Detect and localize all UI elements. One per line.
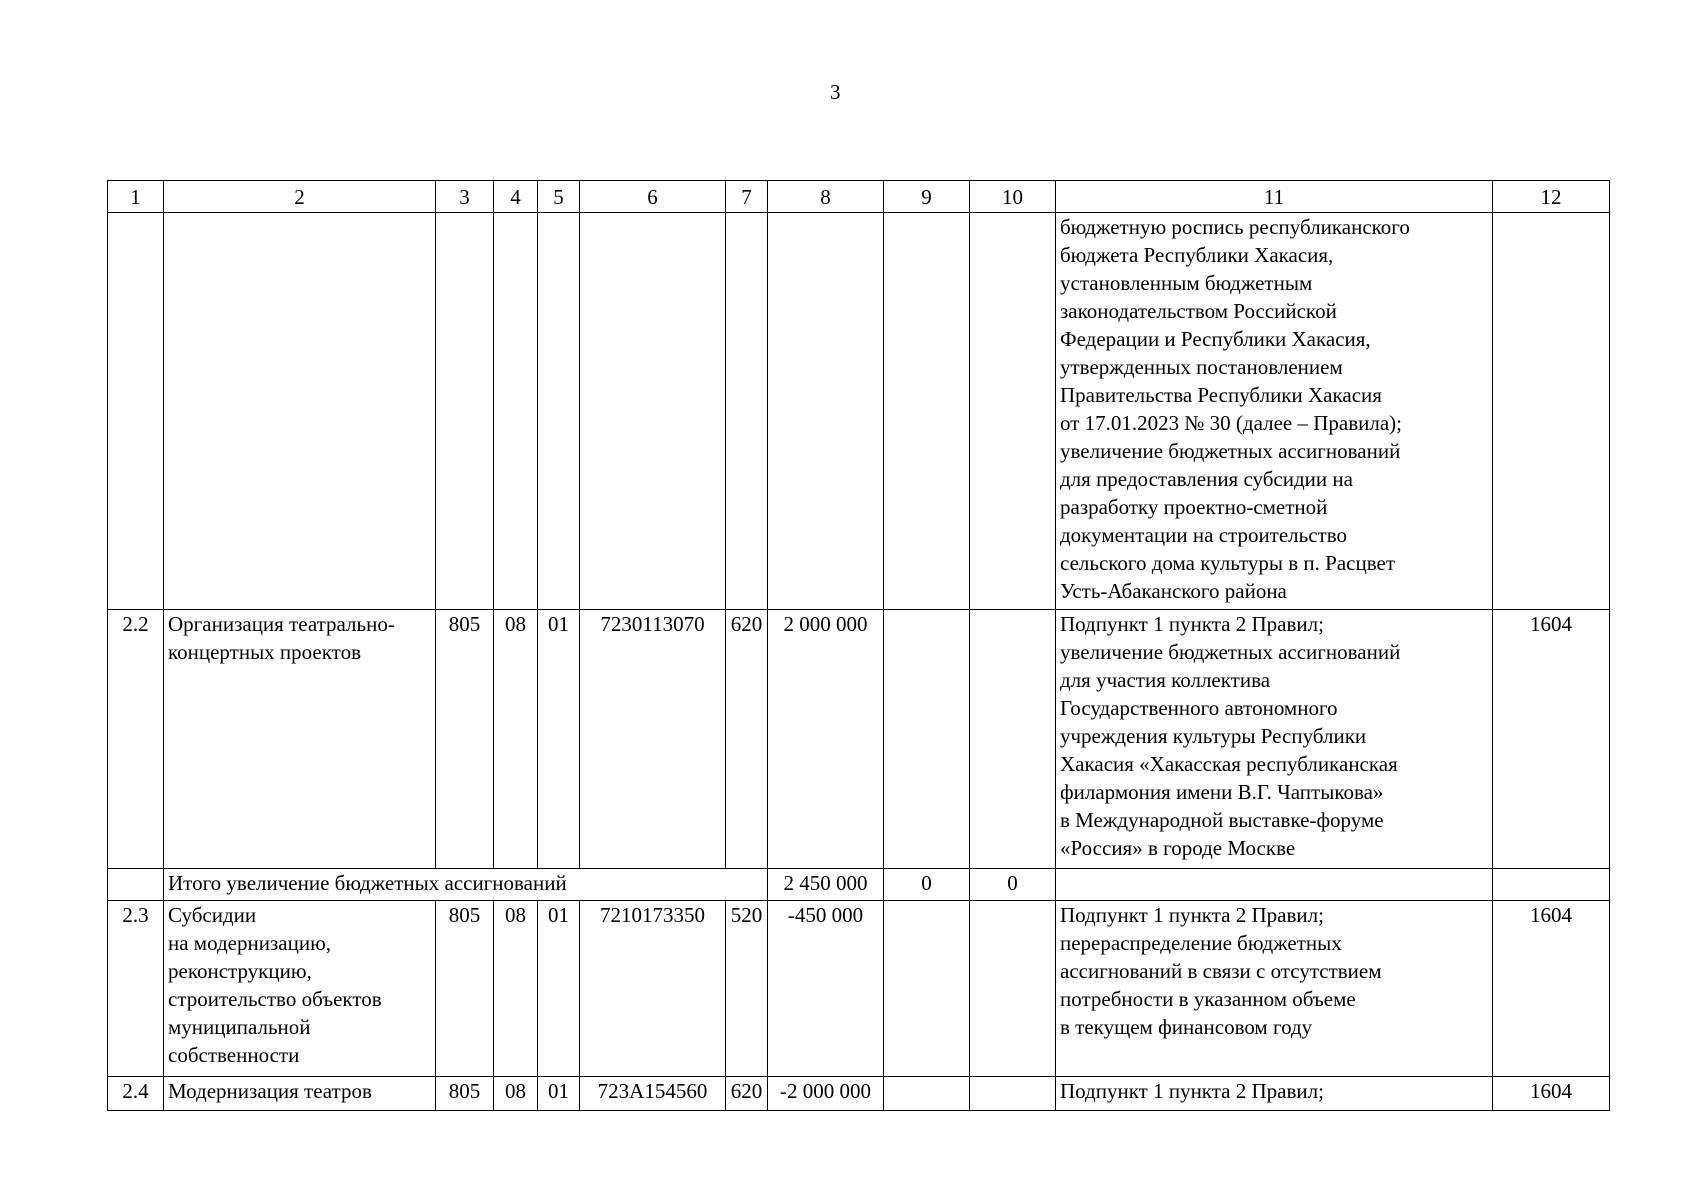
cell-col6: 7210173350: [580, 901, 726, 1077]
cell-col9: [884, 901, 970, 1077]
cell-col7: 520: [726, 901, 768, 1077]
total-note: [1056, 869, 1493, 901]
column-header: 2: [164, 181, 436, 213]
cell-col9: [884, 1077, 970, 1111]
row-note: бюджетную роспись республиканского бюджета Республики Хакасия, установленным бюджетным законодательством Российской Федерации и Республики Хакасия, утвержденных постановлением Правительства Республики Хакасия от 17.01.2023 № 30 (далее – Правила); увеличение бюджетных ассигнований для предоставления субсидии на разработку проектно-сметной документации на строительство сельского дома культуры в п. Расцвет Усть-Абаканского района: [1056, 213, 1493, 610]
column-header: 5: [538, 181, 580, 213]
row-name: Организация театрально- концертных проектов: [164, 610, 436, 869]
row-name: Модернизация театров: [164, 1077, 436, 1111]
column-header: 7: [726, 181, 768, 213]
total-col9: 0: [884, 869, 970, 901]
cell-col3: 805: [436, 610, 494, 869]
cell-col8: [768, 213, 884, 610]
cell-col5: 01: [538, 901, 580, 1077]
cell-col3: [436, 213, 494, 610]
cell-col4: 08: [494, 901, 538, 1077]
cell-col7: [726, 213, 768, 610]
total-col10: 0: [970, 869, 1056, 901]
column-header: 3: [436, 181, 494, 213]
row-number: [108, 213, 164, 610]
cell-col10: [970, 1077, 1056, 1111]
cell-col5: 01: [538, 610, 580, 869]
cell-col12: [1493, 213, 1610, 610]
total-row: [108, 869, 1610, 901]
cell-col10: [970, 213, 1056, 610]
column-header: 4: [494, 181, 538, 213]
cell-col7: 620: [726, 1077, 768, 1111]
cell-col10: [970, 901, 1056, 1077]
cell-col12: 1604: [1493, 1077, 1610, 1111]
cell-col6: 7230113070: [580, 610, 726, 869]
row-name: Субсидии на модернизацию, реконструкцию, строительство объектов муниципальной собственности: [164, 901, 436, 1077]
cell-col12: 1604: [1493, 610, 1610, 869]
row-number: 2.2: [108, 610, 164, 869]
row-name: [164, 213, 436, 610]
row-note: Подпункт 1 пункта 2 Правил;: [1056, 1077, 1493, 1111]
cell-col4: [494, 213, 538, 610]
table-header-row: [108, 181, 1610, 213]
cell-col4: 08: [494, 610, 538, 869]
cell-col3: 805: [436, 1077, 494, 1111]
table-row: [108, 901, 1610, 1077]
cell-col5: [538, 213, 580, 610]
total-col8: 2 450 000: [768, 869, 884, 901]
page-number: 3: [830, 80, 841, 104]
budget-table: [107, 180, 1610, 1111]
cell-col6: [580, 213, 726, 610]
row-note: Подпункт 1 пункта 2 Правил; увеличение бюджетных ассигнований для участия коллектива Государственного автономного учреждения культуры Республики Хакасия «Хакасская республиканская филармония имени В.Г. Чаптыкова» в Международной выставке-форуме «Россия» в городе Москве: [1056, 610, 1493, 869]
column-header: 10: [970, 181, 1056, 213]
column-header: 11: [1056, 181, 1493, 213]
column-header: 6: [580, 181, 726, 213]
cell-col4: 08: [494, 1077, 538, 1111]
cell-col12: 1604: [1493, 901, 1610, 1077]
table-row: [108, 213, 1610, 610]
cell-col9: [884, 610, 970, 869]
cell-col8: -2 000 000: [768, 1077, 884, 1111]
cell-col9: [884, 213, 970, 610]
column-header: 8: [768, 181, 884, 213]
total-row-number: [108, 869, 164, 901]
total-label: Итого увеличение бюджетных ассигнований: [164, 869, 768, 901]
cell-col5: 01: [538, 1077, 580, 1111]
column-header: 12: [1493, 181, 1610, 213]
cell-col8: -450 000: [768, 901, 884, 1077]
cell-col10: [970, 610, 1056, 869]
cell-col6: 723А154560: [580, 1077, 726, 1111]
column-header: 9: [884, 181, 970, 213]
row-note: Подпункт 1 пункта 2 Правил; перераспределение бюджетных ассигнований в связи с отсутствием потребности в указанном объеме в текущем финансовом году: [1056, 901, 1493, 1077]
table-row: [108, 1077, 1610, 1111]
cell-col8: 2 000 000: [768, 610, 884, 869]
total-col12: [1493, 869, 1610, 901]
cell-col7: 620: [726, 610, 768, 869]
table-row: [108, 610, 1610, 869]
row-number: 2.3: [108, 901, 164, 1077]
cell-col3: 805: [436, 901, 494, 1077]
column-header: 1: [108, 181, 164, 213]
row-number: 2.4: [108, 1077, 164, 1111]
